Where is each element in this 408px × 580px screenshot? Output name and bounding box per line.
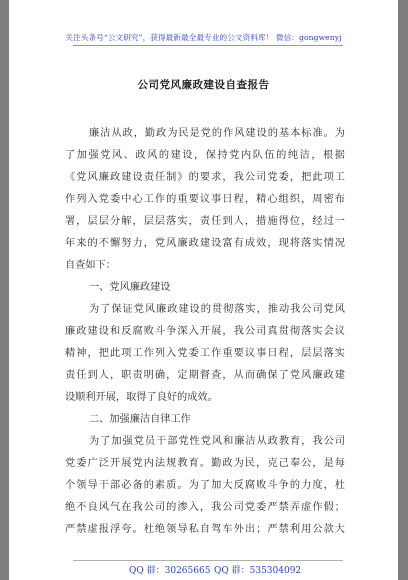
body-line: 为了保证党风廉政建设的贯彻落实，推动我公司党风 [89, 304, 345, 315]
body-line: 年来的不懈努力，党风廉政建设富有成效，现将落实情况 [65, 238, 345, 249]
body-line: 设顺利开展，取得了良好的成效。 [65, 392, 218, 403]
body-line: 党委广泛开展党内法规教育。勤政为民，克己奉公，是每 [65, 458, 345, 469]
body-line: 个领导干部必备的素质。为了加大反腐败斗争的力度，杜 [65, 480, 345, 491]
footer-divider [73, 560, 343, 561]
body-line: 廉政建设和反腐败斗争深入开展，我公司真贯彻落实会议 [65, 326, 345, 337]
body-line: 《党风廉政建设责任制》的要求，我公司党委，把此项工 [65, 172, 345, 183]
section-heading: 二、加强廉洁自律工作 [89, 414, 191, 425]
body-line: 为了加强党员干部党性党风和廉洁从政教育，我公司 [89, 436, 345, 447]
body-line: 责任到人，职责明确，定期督查，从而确保了党风廉政建 [65, 370, 345, 381]
section-heading: 一、党风廉政建设 [89, 282, 171, 293]
body-line: 精神，把此项工作列入党委工作重要议事日程，层层落实 [65, 348, 345, 359]
body-line: 廉洁从政，勤政为民是党的作风建设的基本标准。为 [89, 128, 345, 139]
document-page [9, 0, 398, 580]
body-line: 作列入党委中心工作的重要议事日程，精心组织，周密布 [65, 194, 345, 205]
body-line: 了加强党风、政风的建设，保持党内队伍的纯洁，根据 [65, 150, 345, 161]
header-note: 关注头条号“公文研究”，获得最新最全最专业的公文资料库！ 微信：gongwenyj [65, 33, 342, 42]
body-line: 绝不良风气在我公司的渗入，我公司党委严禁弄虚作假； [65, 502, 345, 513]
body-line: 署，层层分解，层层落实，责任到人，措施得位，经过一 [65, 216, 345, 227]
body-line: 自查如下： [65, 260, 116, 271]
body-line: 严禁虚报浮夸。杜绝领导私自驾车外出；严禁利用公款大 [65, 524, 345, 535]
document-title: 公司党风廉政建设自查报告 [137, 79, 270, 91]
footer-qq-group-2: QQ 群：535304092 [214, 566, 302, 576]
footer-qq-group-1: QQ 群：30265665 [129, 566, 211, 576]
header-divider [73, 45, 343, 46]
